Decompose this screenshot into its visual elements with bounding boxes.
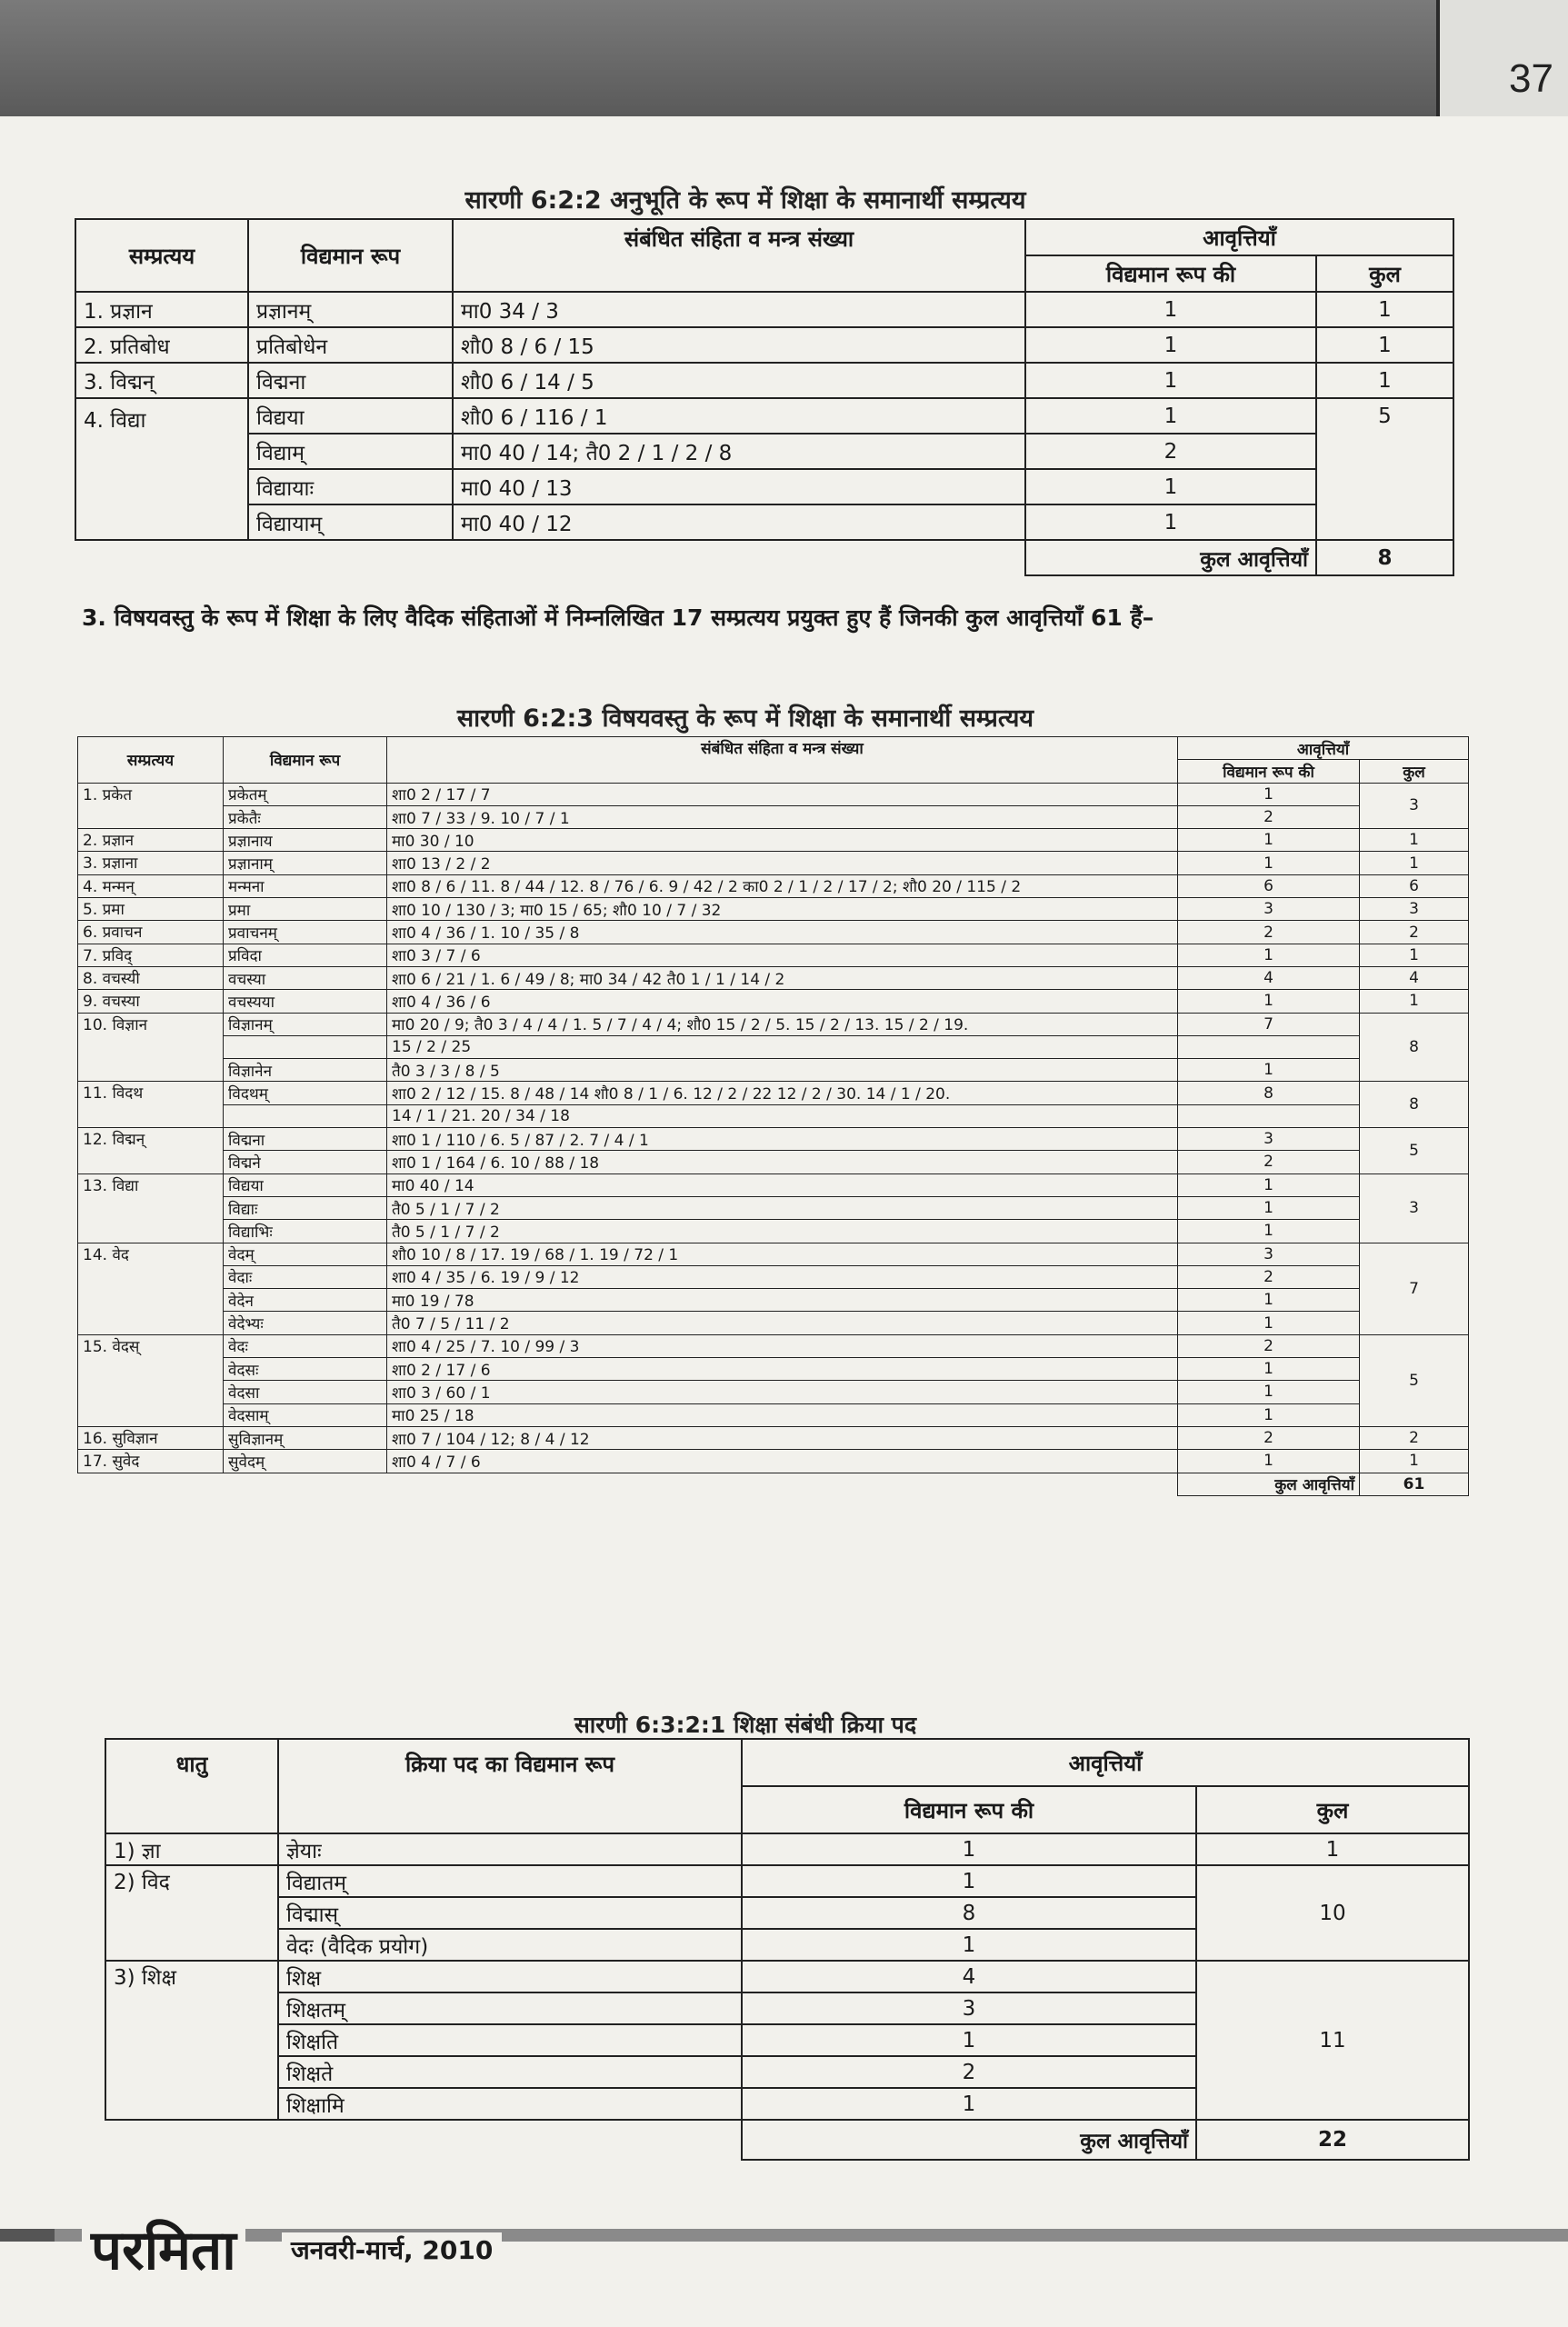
table2-header-freq: आवृत्तियाँ [1178, 737, 1469, 760]
table-row: 2. प्रतिबोध प्रतिबोधेन शौ0 8 / 6 / 15 1 1 [75, 327, 1453, 363]
table-row: 8. वचस्यी वचस्या शा0 6 / 21 / 1. 6 / 49 / 8; मा0 34 / 42 तै0 1 / 1 / 14 / 2 4 4 [78, 966, 1469, 989]
table-row: 5. प्रमा प्रमा शा0 10 / 130 / 3; मा0 15 / 65; शौ0 10 / 7 / 32 3 3 [78, 898, 1469, 921]
table3-total-value: 22 [1196, 2120, 1469, 2160]
table3-header-freq-form: विद्यमान रूप की [742, 1786, 1196, 1833]
table-row: 6. प्रवाचन प्रवाचनम् शा0 4 / 36 / 1. 10 / 35 / 8 2 2 [78, 921, 1469, 944]
table-row: वेदसः शा0 2 / 17 / 6 1 [78, 1358, 1469, 1381]
table1 [75, 218, 1454, 576]
table-row: शिक्षामि 1 [105, 2088, 1469, 2120]
table-row: 2) विद विद्यातम् 1 10 [105, 1865, 1469, 1897]
table1-header-concept: सम्प्रत्यय [75, 219, 248, 292]
table-row: 15. वेदस् वेदः शा0 4 / 25 / 7. 10 / 99 / 3 2 5 [78, 1334, 1469, 1357]
table-row: प्रकेतैः शा0 7 / 33 / 9. 10 / 7 / 1 2 [78, 805, 1469, 828]
table-row: विद्मास् 8 [105, 1897, 1469, 1929]
table2-header-concept: सम्प्रत्यय [78, 737, 224, 784]
table-row: 14. वेद वेदम् शौ0 10 / 8 / 17. 19 / 68 / 1. 19 / 72 / 1 3 7 [78, 1243, 1469, 1265]
table2-header-form: विद्यमान रूप [224, 737, 387, 784]
journal-logo: परमिता [82, 2211, 245, 2285]
table-row: 1. प्रकेत प्रकेतम् शा0 2 / 17 / 7 1 3 [78, 783, 1469, 805]
table2-header-ref: संबंधित संहिता व मन्त्र संख्या [387, 737, 1178, 784]
table3 [105, 1738, 1470, 2161]
table3-header-root: धातु [105, 1739, 278, 1833]
issue-date: जनवरी-मार्च, 2010 [282, 2232, 502, 2267]
table1-total-row [75, 540, 1453, 575]
table-row: 3) शिक्ष शिक्ष 4 11 [105, 1961, 1469, 1992]
table-row: विद्मने शा0 1 / 164 / 6. 10 / 88 / 18 2 [78, 1151, 1469, 1173]
table2-body [78, 783, 1469, 1473]
table-row: 7. प्रविद् प्रविदा शा0 3 / 7 / 6 1 1 [78, 944, 1469, 966]
table1-total-value: 8 [1316, 540, 1453, 575]
table-row: विद्याः तै0 5 / 1 / 7 / 2 1 [78, 1196, 1469, 1219]
table2 [77, 736, 1469, 1496]
page-number-box [1436, 0, 1568, 116]
table-row: विद्यायाः मा0 40 / 13 1 [75, 469, 1453, 504]
page-number: 37 [1509, 56, 1553, 101]
table-row: वेदाः शा0 4 / 35 / 6. 19 / 9 / 12 2 [78, 1265, 1469, 1288]
table2-total-row [78, 1473, 1469, 1495]
table-row: 16. सुविज्ञान सुविज्ञानम् शा0 7 / 104 / 12; 8 / 4 / 12 2 2 [78, 1426, 1469, 1449]
header-bar [0, 0, 1436, 116]
table-row: विद्याम् मा0 40 / 14; तै0 2 / 1 / 2 / 8 2 [75, 434, 1453, 469]
table-row: 4. मन्मन् मन्मना शा0 8 / 6 / 11. 8 / 44 / 12. 8 / 76 / 6. 9 / 42 / 2 का0 2 / 1 / 2 / 17 / 2; शौ0 20 / 115 / 2 6 6 [78, 874, 1469, 897]
table2-header-freq-form: विद्यमान रूप की [1178, 760, 1360, 783]
table-row: 1. प्रज्ञान प्रज्ञानम् मा0 34 / 3 1 1 [75, 292, 1453, 327]
table-row: वेदसा शा0 3 / 60 / 1 1 [78, 1381, 1469, 1403]
table-row: 1) ज्ञा ज्ञेयाः 1 1 [105, 1833, 1469, 1865]
table1-caption: सारणी 6:2:2 अनुभूति के रूप में शिक्षा के समानार्थी सम्प्रत्यय [464, 186, 1026, 215]
table1-header-ref: संबंधित संहिता व मन्त्र संख्या [453, 219, 1025, 292]
table-row: 14 / 1 / 21. 20 / 34 / 18 [78, 1104, 1469, 1127]
table-row: विद्यायाम् मा0 40 / 12 1 [75, 504, 1453, 540]
table2-total-label: कुल आवृत्तियाँ [1178, 1473, 1360, 1495]
table-row: 2. प्रज्ञान प्रज्ञानाय मा0 30 / 10 1 1 [78, 829, 1469, 852]
table-row: वेदेन मा0 19 / 78 1 [78, 1289, 1469, 1312]
table-row: 4. विद्या विद्यया शौ0 6 / 116 / 1 1 5 [75, 398, 1453, 434]
table-row: वेदेभ्यः तै0 7 / 5 / 11 / 2 1 [78, 1312, 1469, 1334]
table-row: शिक्षति 1 [105, 2024, 1469, 2056]
table-row: 17. सुवेद सुवेदम् शा0 4 / 7 / 6 1 1 [78, 1450, 1469, 1473]
table-row: शिक्षतम् 3 [105, 1992, 1469, 2024]
table3-total-row [105, 2120, 1469, 2160]
table1-header-freq-form: विद्यमान रूप की [1025, 255, 1316, 292]
table-row: 13. विद्या विद्यया मा0 40 / 14 1 3 [78, 1173, 1469, 1196]
paragraph: 3. विषयवस्तु के रूप में शिक्षा के लिए वैदिक संहिताओं में निम्नलिखित 17 सम्प्रत्यय प्रयुक्त हुए हैं जिनकी कुल आवृत्तियाँ 61 हैं– [82, 604, 1154, 631]
table-row: 9. वचस्या वचस्यया शा0 4 / 36 / 6 1 1 [78, 990, 1469, 1013]
table-row: 12. विद्मन् विद्मना शा0 1 / 110 / 6. 5 / 87 / 2. 7 / 4 / 1 3 5 [78, 1128, 1469, 1151]
footer-bar-left [0, 2229, 55, 2242]
table2-caption: सारणी 6:2:3 विषयवस्तु के रूप में शिक्षा के समानार्थी सम्प्रत्यय [456, 704, 1034, 733]
table3-header-freq: आवृत्तियाँ [742, 1739, 1469, 1786]
table1-header-freq-total: कुल [1316, 255, 1453, 292]
table-row: 11. विदथ विदथम् शा0 2 / 12 / 15. 8 / 48 / 14 शौ0 8 / 1 / 6. 12 / 2 / 22 12 / 2 / 30. 14 / 1 / 20. 8 8 [78, 1082, 1469, 1104]
table-row: वेदः (वैदिक प्रयोग) 1 [105, 1929, 1469, 1961]
table-row: 10. विज्ञान विज्ञानम् मा0 20 / 9; तै0 3 / 4 / 4 / 1. 5 / 7 / 4 / 4; शौ0 15 / 2 / 5. 15 / 2 / 13. 15 / 2 / 19. 7 8 [78, 1013, 1469, 1035]
table3-total-label: कुल आवृत्तियाँ [742, 2120, 1196, 2160]
table2-header-freq-total: कुल [1360, 760, 1469, 783]
table-row: 3. विद्मन् विद्मना शौ0 6 / 14 / 5 1 1 [75, 363, 1453, 398]
table-row: शिक्षते 2 [105, 2056, 1469, 2088]
table1-header-freq: आवृत्तियाँ [1025, 219, 1453, 255]
table3-header-freq-total: कुल [1196, 1786, 1469, 1833]
table-row: 15 / 2 / 25 [78, 1035, 1469, 1058]
table3-caption: सारणी 6:3:2:1 शिक्षा संबंधी क्रिया पद [574, 1712, 917, 1738]
table-row: विज्ञानेन तै0 3 / 3 / 8 / 5 1 [78, 1059, 1469, 1082]
table2-total-value: 61 [1360, 1473, 1469, 1495]
table1-total-label: कुल आवृत्तियाँ [1025, 540, 1316, 575]
table-row: विद्याभिः तै0 5 / 1 / 7 / 2 1 [78, 1220, 1469, 1243]
table-row: वेदसाम् मा0 25 / 18 1 [78, 1403, 1469, 1426]
table-row: 3. प्रज्ञाना प्रज्ञानाम् शा0 13 / 2 / 2 1 1 [78, 852, 1469, 874]
table3-header-form: क्रिया पद का विद्यमान रूप [278, 1739, 742, 1833]
table1-header-form: विद्यमान रूप [248, 219, 453, 292]
